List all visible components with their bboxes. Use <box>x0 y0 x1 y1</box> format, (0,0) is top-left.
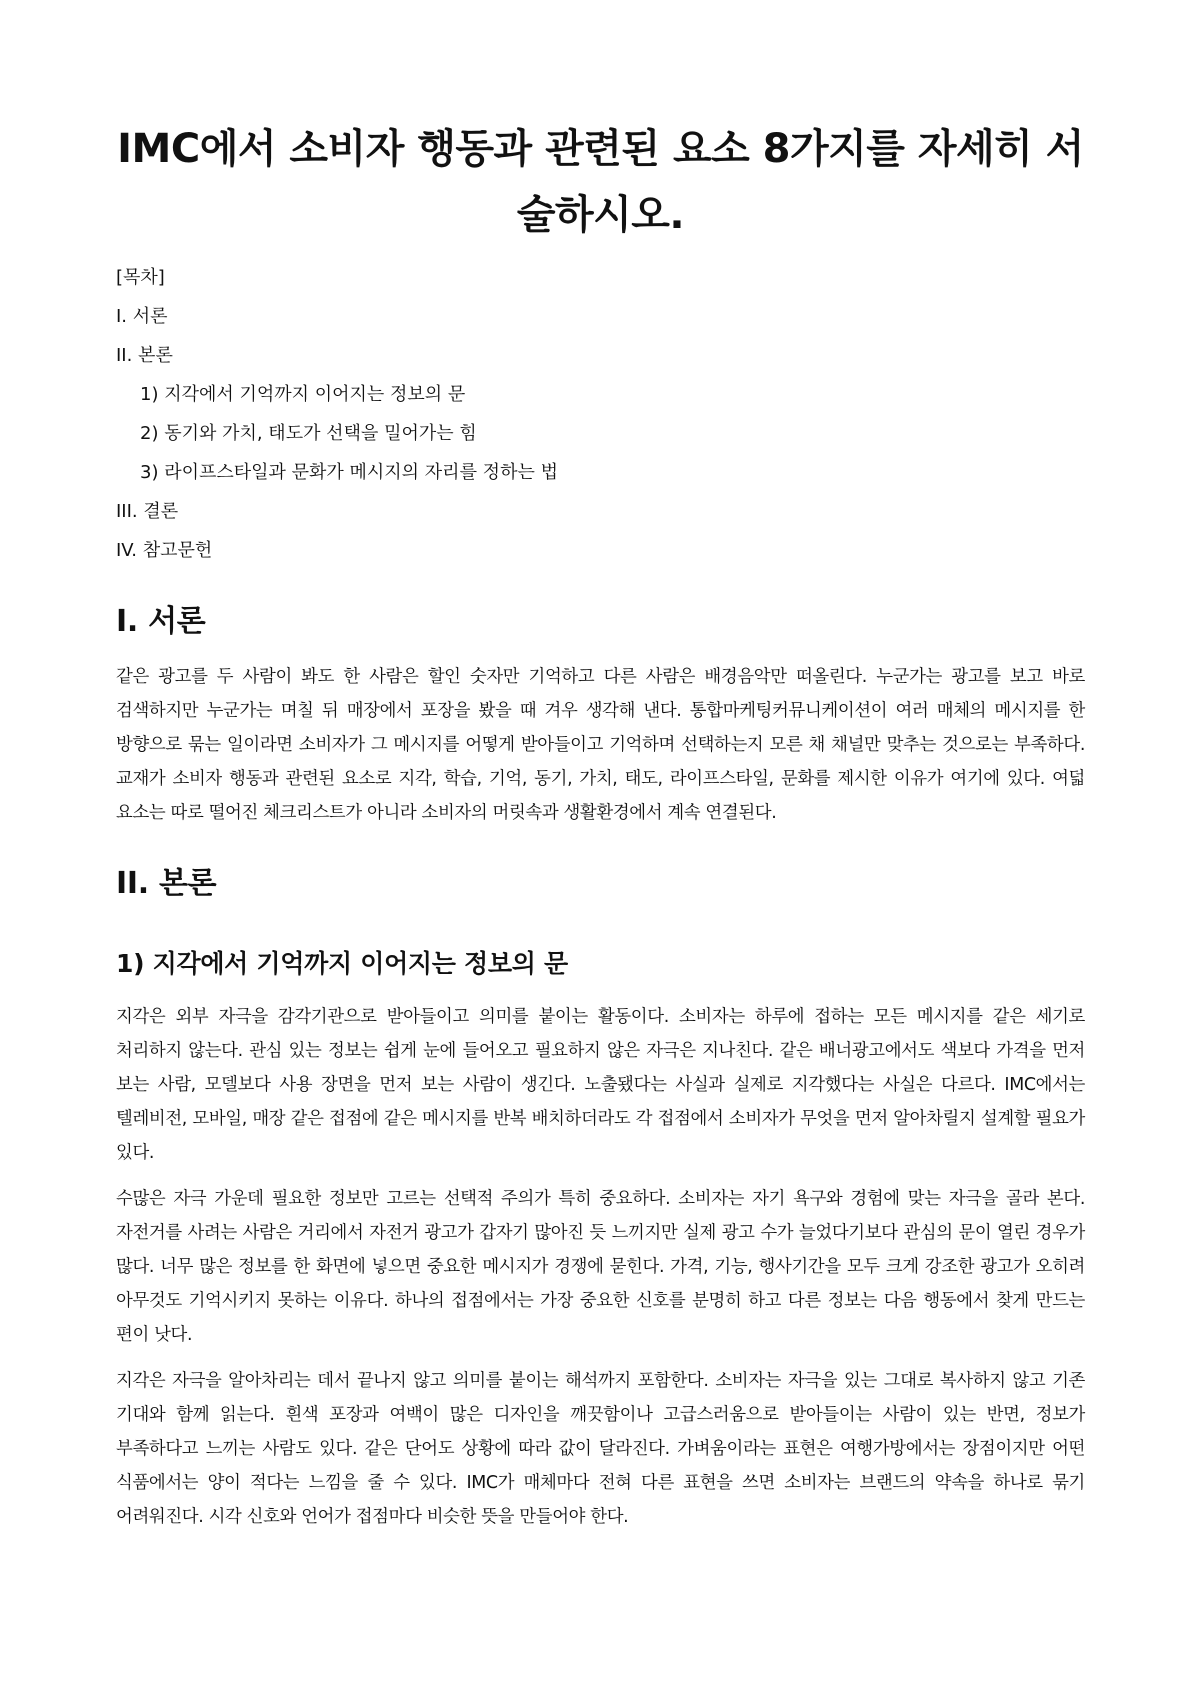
toc-item-references: IV. 참고문헌 <box>116 540 213 561</box>
perception-paragraph-3: 지각은 자극을 알아차리는 데서 끝나지 않고 의미를 붙이는 해석까지 포함한다. 소비자는 자극을 있는 그대로 복사하지 않고 기존 기대와 함께 읽는다. 흰색 포장과 여백이 많은 디자인을 깨끗함이나 고급스러움으로 받아들이는 사람이 있는 반면, 정보가 부족하다고 느끼는 사람도 있다. 같은 단어도 상황에 따라 값이 달라진다. 가벼움이라는 표현은 여행가방에서는 장점이지만 어떤 식품에서는 양이 적다는 느낌을 줄 수 있다. IMC가 매체마다 전혀 다른 표현을 쓰면 소비자는 브랜드의 약속을 하나로 묶기 어려워진다. 시각 신호와 언어가 접점마다 비슷한 뜻을 만들어야 한다. <box>116 1371 1085 1527</box>
toc-heading: [목차] <box>116 267 165 288</box>
toc-item-body-1: 1) 지각에서 기억까지 이어지는 정보의 문 <box>140 384 466 405</box>
toc-item-intro: I. 서론 <box>116 306 168 327</box>
document-title: IMC에서 소비자 행동과 관련된 요소 8가지를 자세히 서술하시오. <box>117 126 1084 238</box>
perception-paragraph-1: 지각은 외부 자극을 감각기관으로 받아들이고 의미를 붙이는 활동이다. 소비자는 하루에 접하는 모든 메시지를 같은 세기로 처리하지 않는다. 관심 있는 정보는 쉽게 눈에 들어오고 필요하지 않은 자극은 지나친다. 같은 배너광고에서도 색보다 가격을 먼저 보는 사람, 모델보다 사용 장면을 먼저 보는 사람이 생긴다. 노출됐다는 사실과 실제로 지각했다는 사실은 다르다. IMC에서는 텔레비전, 모바일, 매장 같은 접점에 같은 메시지를 반복 배치하더라도 각 접점에서 소비자가 무엇을 먼저 알아차릴지 설계할 필요가 있다. <box>116 1007 1085 1163</box>
section-heading-intro: I. 서론 <box>116 604 206 639</box>
toc-item-body: II. 본론 <box>116 345 173 366</box>
toc-item-body-3: 3) 라이프스타일과 문화가 메시지의 자리를 정하는 법 <box>140 462 558 483</box>
intro-paragraph: 같은 광고를 두 사람이 봐도 한 사람은 할인 숫자만 기억하고 다른 사람은 배경음악만 떠올린다. 누군가는 광고를 보고 바로 검색하지만 누군가는 며칠 뒤 매장에서 포장을 봤을 때 겨우 생각해 낸다. 통합마케팅커뮤니케이션이 여러 매체의 메시지를 한 방향으로 묶는 일이라면 소비자가 그 메시지를 어떻게 받아들이고 기억하며 선택하는지 모른 채 채널만 맞추는 것으로는 부족하다. 교재가 소비자 행동과 관련된 요소로 지각, 학습, 기억, 동기, 가치, 태도, 라이프스타일, 문화를 제시한 이유가 여기에 있다. 여덟 요소는 따로 떨어진 체크리스트가 아니라 소비자의 머릿속과 생활환경에서 계속 연결된다. <box>116 667 1085 823</box>
toc-item-body-2: 2) 동기와 가치, 태도가 선택을 밀어가는 힘 <box>140 423 477 444</box>
subsection-heading-perception: 1) 지각에서 기억까지 이어지는 정보의 문 <box>116 949 568 978</box>
table-of-contents <box>116 264 1085 576</box>
toc-item-conclusion: III. 결론 <box>116 501 179 522</box>
perception-paragraph-2: 수많은 자극 가운데 필요한 정보만 고르는 선택적 주의가 특히 중요하다. 소비자는 자기 욕구와 경험에 맞는 자극을 골라 본다. 자전거를 사려는 사람은 거리에서 자전거 광고가 갑자기 많아진 듯 느끼지만 실제 광고 수가 늘었다기보다 관심의 문이 열린 경우가 많다. 너무 많은 정보를 한 화면에 넣으면 중요한 메시지가 경쟁에 묻힌다. 가격, 기능, 행사기간을 모두 크게 강조한 광고가 오히려 아무것도 기억시키지 못하는 이유다. 하나의 접점에서는 가장 중요한 신호를 분명히 하고 다른 정보는 다음 행동에서 찾게 만드는 편이 낫다. <box>116 1189 1085 1345</box>
section-heading-body: II. 본론 <box>116 866 217 901</box>
